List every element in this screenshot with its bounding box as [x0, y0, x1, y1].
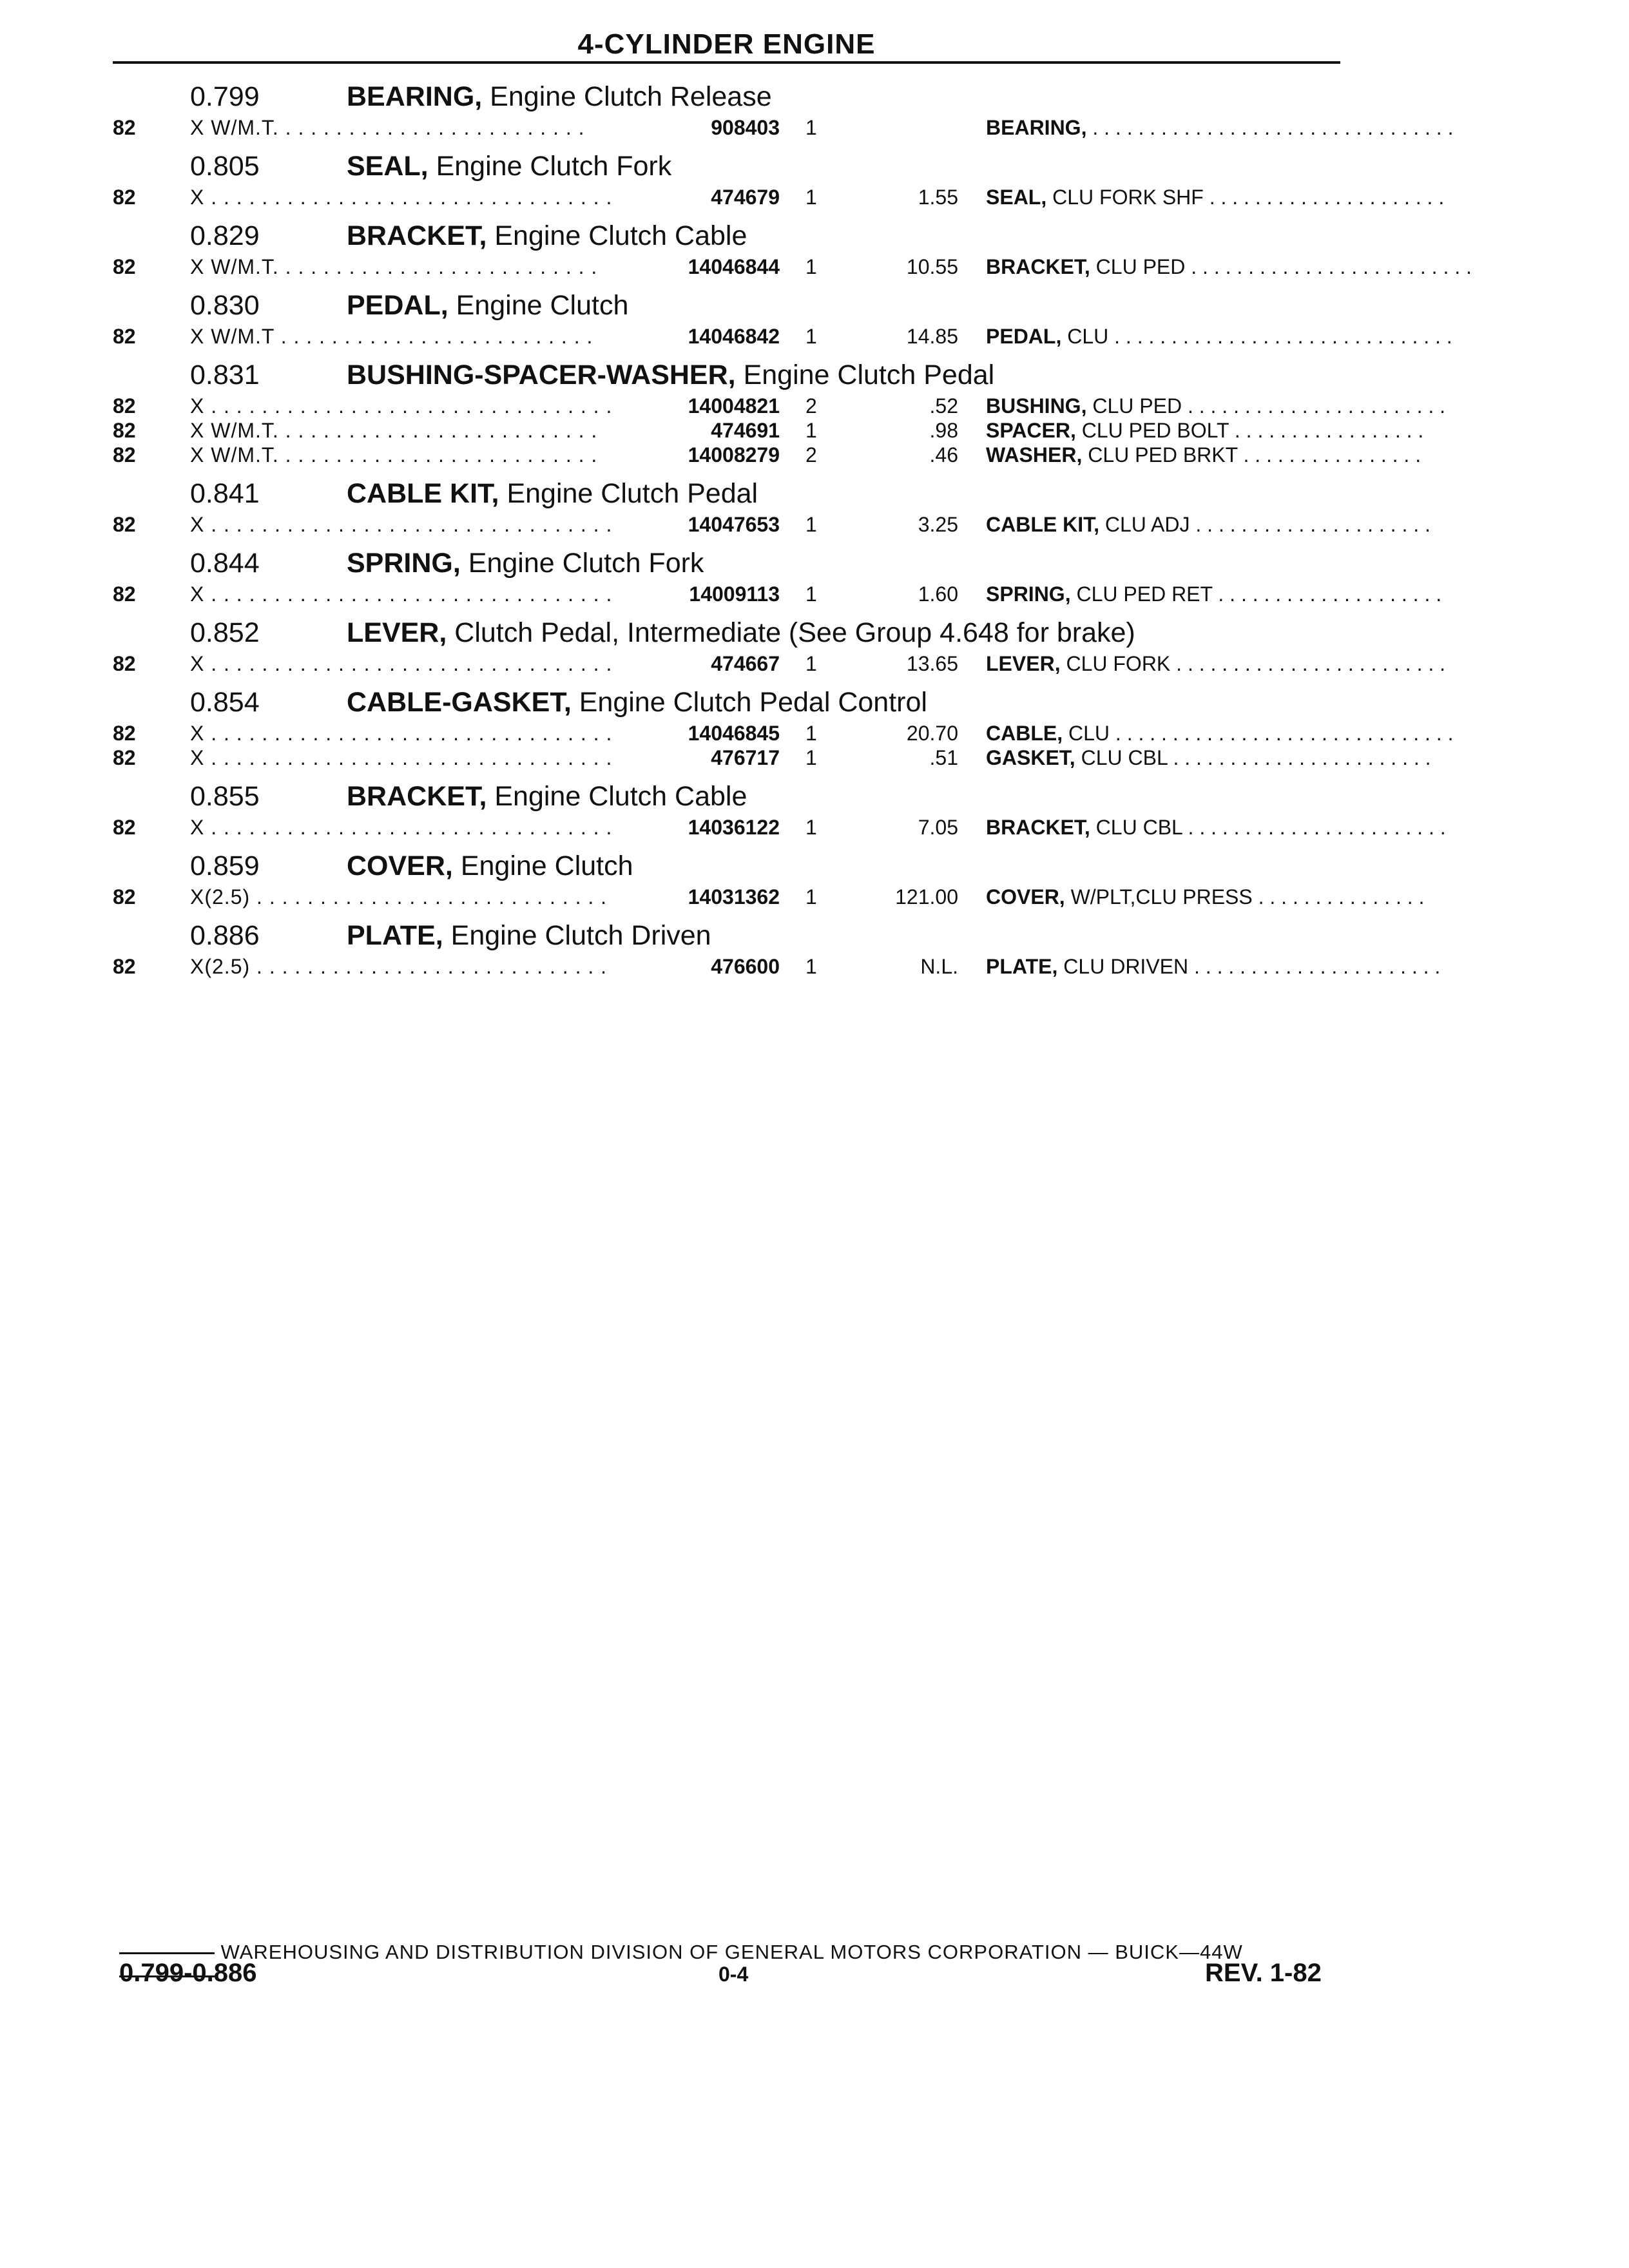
group-title-keyword: SEAL,: [347, 151, 429, 182]
model-year: 82: [113, 955, 136, 978]
group-title-keyword: BEARING,: [347, 81, 483, 112]
group-title-description: Engine Clutch Fork: [428, 151, 672, 182]
part-name: [986, 443, 1422, 467]
part-number: 14047653: [688, 513, 780, 536]
part-number: 14009113: [689, 582, 780, 606]
group-heading: [113, 915, 1344, 952]
part-number: 14008279: [688, 443, 780, 466]
part-name: [986, 885, 1425, 909]
part-name-detail: CLU DRIVEN . . . . . . . . . . . . . . . . . . . . . .: [1057, 955, 1441, 978]
model-year: 82: [113, 885, 136, 908]
quantity: 1: [805, 652, 817, 675]
model-year: 82: [113, 816, 136, 839]
footer-page-number: 0-4: [718, 1963, 749, 1986]
part-number: 474667: [711, 652, 780, 675]
group-heading: [113, 146, 1344, 183]
model-year: 82: [113, 394, 136, 418]
footer-revision: REV. 1-82: [1205, 1959, 1322, 1987]
usage-description: X W/M.T. . . . . . . . . . . . . . . . . . . . . . . . .: [190, 116, 585, 139]
part-row: [113, 952, 1441, 978]
price: N.L.: [920, 955, 958, 978]
group-heading: [113, 682, 1344, 719]
price: 13.65: [906, 652, 958, 675]
part-number: 14046842: [688, 325, 780, 348]
group-title-keyword: PLATE,: [347, 920, 443, 951]
part-name-detail: CLU CBL . . . . . . . . . . . . . . . . . . . . . . .: [1090, 816, 1446, 839]
part-name-keyword: BUSHING,: [986, 394, 1087, 418]
part-name-keyword: BRACKET,: [986, 255, 1090, 278]
model-year: 82: [113, 325, 136, 348]
part-name: [986, 582, 1442, 606]
group-title-description: Engine Clutch Pedal: [735, 360, 995, 390]
quantity: 1: [805, 419, 817, 442]
usage-description: X W/M.T . . . . . . . . . . . . . . . . . . . . . . . . .: [190, 325, 593, 348]
group-title: [347, 617, 1135, 649]
quantity: 1: [805, 582, 817, 606]
usage-description: X . . . . . . . . . . . . . . . . . . . . . . . . . . . . . . . .: [190, 513, 613, 536]
part-name-keyword: CABLE,: [986, 722, 1063, 745]
part-group: [113, 215, 1472, 285]
group-title-description: Engine Clutch Cable: [487, 220, 747, 251]
price: .98: [929, 419, 958, 442]
usage-description: X . . . . . . . . . . . . . . . . . . . . . . . . . . . . . . . .: [190, 816, 613, 839]
group-code: 0.855: [190, 781, 260, 812]
part-name-detail: CLU FORK SHF . . . . . . . . . . . . . . . . . . . . .: [1046, 186, 1445, 209]
part-row: [113, 580, 1442, 606]
part-group: [113, 682, 1454, 776]
part-row: [113, 883, 1425, 908]
group-title: [347, 850, 633, 882]
quantity: 2: [805, 443, 817, 466]
quantity: 1: [805, 513, 817, 536]
part-group: [113, 915, 1441, 985]
part-name-detail: CLU PED . . . . . . . . . . . . . . . . . . . . . . . . .: [1090, 255, 1472, 278]
part-group: [113, 473, 1431, 543]
part-group: [113, 285, 1452, 354]
part-name: [986, 746, 1431, 770]
group-title-keyword: CABLE KIT,: [347, 478, 499, 509]
group-title: [347, 781, 747, 812]
part-name: [986, 255, 1472, 279]
price: 10.55: [906, 255, 958, 278]
part-name-detail: CLU FORK . . . . . . . . . . . . . . . . . . . . . . . .: [1060, 652, 1446, 675]
price: .52: [929, 394, 958, 418]
footer-group-range: 0.799-0.886: [119, 1959, 257, 1987]
part-row: [113, 510, 1431, 536]
page-title: 4-CYLINDER ENGINE: [577, 28, 876, 60]
group-heading: [113, 354, 1344, 392]
group-title-description: Engine Clutch Release: [482, 81, 772, 112]
part-name: [986, 955, 1441, 979]
usage-description: X(2.5) . . . . . . . . . . . . . . . . . . . . . . . . . . . .: [190, 955, 608, 978]
group-title: [347, 478, 758, 510]
group-heading: [113, 776, 1344, 813]
usage-description: X . . . . . . . . . . . . . . . . . . . . . . . . . . . . . . . .: [190, 582, 613, 606]
group-title-keyword: BRACKET,: [347, 781, 487, 812]
quantity: 2: [805, 394, 817, 418]
model-year: 82: [113, 582, 136, 606]
group-code: 0.805: [190, 151, 260, 182]
part-name-detail: . . . . . . . . . . . . . . . . . . . . . . . . . . . . . . . .: [1086, 116, 1454, 139]
part-number: 474679: [711, 186, 780, 209]
price: 1.60: [918, 582, 958, 606]
part-name: [986, 652, 1446, 676]
usage-description: X . . . . . . . . . . . . . . . . . . . . . . . . . . . . . . . .: [190, 746, 613, 769]
part-name: [986, 513, 1431, 537]
model-year: 82: [113, 443, 136, 466]
group-title-description: Engine Clutch Fork: [460, 548, 704, 579]
footer-division-text: WAREHOUSING AND DISTRIBUTION DIVISION OF GENERAL MOTORS CORPORATION — BUICK—44W: [220, 1941, 1243, 1963]
model-year: 82: [113, 513, 136, 536]
group-code: 0.831: [190, 360, 260, 390]
part-number: 14046845: [688, 722, 780, 745]
part-name-keyword: SPACER,: [986, 419, 1076, 442]
part-row: [113, 744, 1431, 769]
part-group: [113, 845, 1425, 915]
group-title-description: Clutch Pedal, Intermediate (See Group 4.648 for brake): [447, 617, 1135, 648]
part-row: [113, 719, 1454, 745]
group-title: [347, 360, 994, 391]
group-heading: [113, 76, 1344, 113]
group-title: [347, 920, 711, 952]
part-name: [986, 325, 1452, 349]
price: 121.00: [895, 885, 958, 908]
model-year: 82: [113, 652, 136, 675]
part-name-detail: CLU . . . . . . . . . . . . . . . . . . . . . . . . . . . . . .: [1061, 325, 1452, 348]
group-title-description: Engine Clutch Driven: [443, 920, 711, 951]
part-row: [113, 322, 1452, 348]
part-row: [113, 253, 1472, 278]
part-number: 14004821: [688, 394, 780, 418]
parts-list: [113, 76, 1472, 985]
part-name-keyword: WASHER,: [986, 443, 1083, 466]
quantity: 1: [805, 722, 817, 745]
part-name-keyword: PLATE,: [986, 955, 1058, 978]
part-name-detail: CLU PED BOLT . . . . . . . . . . . . . . . . .: [1075, 419, 1424, 442]
group-title-description: Engine Clutch: [452, 850, 633, 881]
part-row: [113, 183, 1445, 209]
part-name-detail: CLU PED RET . . . . . . . . . . . . . . . . . . . .: [1070, 582, 1442, 606]
group-code: 0.841: [190, 478, 260, 509]
group-title-keyword: SPRING,: [347, 548, 461, 579]
part-row: [113, 392, 1446, 418]
model-year: 82: [113, 116, 136, 139]
part-name-keyword: PEDAL,: [986, 325, 1062, 348]
model-year: 82: [113, 746, 136, 769]
model-year: 82: [113, 255, 136, 278]
group-title: [347, 151, 671, 182]
group-title-keyword: PEDAL,: [347, 290, 448, 321]
part-name-detail: CLU . . . . . . . . . . . . . . . . . . . . . . . . . . . . . .: [1063, 722, 1454, 745]
part-number: 14036122: [688, 816, 780, 839]
model-year: 82: [113, 419, 136, 442]
part-number: 476600: [711, 955, 780, 978]
part-name-detail: CLU ADJ . . . . . . . . . . . . . . . . . . . . .: [1099, 513, 1431, 536]
price: .51: [929, 746, 958, 769]
part-name: [986, 116, 1454, 140]
usage-description: X W/M.T. . . . . . . . . . . . . . . . . . . . . . . . . .: [190, 419, 598, 442]
price: 3.25: [918, 513, 958, 536]
part-number: 474691: [711, 419, 780, 442]
group-code: 0.799: [190, 81, 260, 112]
part-name: [986, 722, 1454, 745]
header-divider: [113, 61, 1340, 64]
group-title-description: Engine Clutch Pedal Control: [571, 687, 927, 718]
part-name-keyword: CABLE KIT,: [986, 513, 1099, 536]
group-heading: [113, 473, 1344, 510]
part-group: [113, 776, 1446, 845]
usage-description: X W/M.T. . . . . . . . . . . . . . . . . . . . . . . . . .: [190, 443, 598, 466]
group-title-keyword: CABLE-GASKET,: [347, 687, 572, 718]
group-title: [347, 220, 747, 252]
price: 7.05: [918, 816, 958, 839]
group-title: [347, 548, 704, 579]
model-year: 82: [113, 722, 136, 745]
group-code: 0.852: [190, 617, 260, 648]
part-group: [113, 612, 1446, 682]
group-title: [347, 81, 772, 113]
price: 20.70: [906, 722, 958, 745]
group-code: 0.829: [190, 220, 260, 251]
group-heading: [113, 285, 1344, 322]
part-name-detail: CLU PED BRKT . . . . . . . . . . . . . . . .: [1082, 443, 1422, 466]
part-group: [113, 354, 1446, 473]
price: 14.85: [906, 325, 958, 348]
group-title: [347, 290, 628, 322]
group-heading: [113, 612, 1344, 649]
usage-description: X . . . . . . . . . . . . . . . . . . . . . . . . . . . . . . . .: [190, 186, 613, 209]
group-title-keyword: LEVER,: [347, 617, 447, 648]
group-title-description: Engine Clutch: [448, 290, 629, 321]
part-name: [986, 816, 1446, 840]
quantity: 1: [805, 816, 817, 839]
part-number: 476717: [711, 746, 780, 769]
part-group: [113, 543, 1442, 612]
usage-description: X . . . . . . . . . . . . . . . . . . . . . . . . . . . . . . . .: [190, 652, 613, 675]
part-row: [113, 416, 1424, 442]
group-title-description: Engine Clutch Cable: [487, 781, 747, 812]
group-title-keyword: BUSHING-SPACER-WASHER,: [347, 360, 736, 390]
part-group: [113, 146, 1445, 215]
part-name-detail: W/PLT,CLU PRESS . . . . . . . . . . . . . . .: [1065, 885, 1425, 908]
group-heading: [113, 543, 1344, 580]
part-number: 14046844: [688, 255, 780, 278]
part-name-keyword: GASKET,: [986, 746, 1075, 769]
usage-description: X . . . . . . . . . . . . . . . . . . . . . . . . . . . . . . . .: [190, 394, 613, 418]
part-name-keyword: BRACKET,: [986, 816, 1090, 839]
part-name-keyword: BEARING,: [986, 116, 1087, 139]
quantity: 1: [805, 885, 817, 908]
part-number: 908403: [711, 116, 780, 139]
quantity: 1: [805, 186, 817, 209]
quantity: 1: [805, 325, 817, 348]
group-code: 0.859: [190, 850, 260, 881]
group-code: 0.844: [190, 548, 260, 579]
group-code: 0.830: [190, 290, 260, 321]
usage-description: X(2.5) . . . . . . . . . . . . . . . . . . . . . . . . . . . .: [190, 885, 608, 908]
quantity: 1: [805, 116, 817, 139]
quantity: 1: [805, 746, 817, 769]
part-row: [113, 813, 1446, 839]
part-name-detail: CLU PED . . . . . . . . . . . . . . . . . . . . . . .: [1086, 394, 1446, 418]
part-name: [986, 186, 1445, 209]
group-code: 0.886: [190, 920, 260, 951]
group-title: [347, 687, 927, 718]
price: .46: [929, 443, 958, 466]
group-heading: [113, 215, 1344, 253]
part-row: [113, 441, 1422, 466]
part-name-keyword: SEAL,: [986, 186, 1047, 209]
usage-description: X . . . . . . . . . . . . . . . . . . . . . . . . . . . . . . . .: [190, 722, 613, 745]
usage-description: X W/M.T. . . . . . . . . . . . . . . . . . . . . . . . . .: [190, 255, 598, 278]
part-name-keyword: COVER,: [986, 885, 1065, 908]
part-group: [113, 76, 1454, 146]
footer-rule-left: [119, 1952, 215, 1954]
part-name: [986, 394, 1446, 418]
quantity: 1: [805, 955, 817, 978]
part-row: [113, 113, 1454, 139]
part-name-detail: CLU CBL . . . . . . . . . . . . . . . . . . . . . . .: [1075, 746, 1431, 769]
group-heading: [113, 845, 1344, 883]
group-title-keyword: BRACKET,: [347, 220, 487, 251]
part-name-keyword: SPRING,: [986, 582, 1071, 606]
price: 1.55: [918, 186, 958, 209]
part-row: [113, 649, 1446, 675]
part-number: 14031362: [688, 885, 780, 908]
group-title-description: Engine Clutch Pedal: [499, 478, 758, 509]
model-year: 82: [113, 186, 136, 209]
group-code: 0.854: [190, 687, 260, 718]
part-name: [986, 419, 1424, 443]
group-title-keyword: COVER,: [347, 850, 453, 881]
quantity: 1: [805, 255, 817, 278]
part-name-keyword: LEVER,: [986, 652, 1061, 675]
